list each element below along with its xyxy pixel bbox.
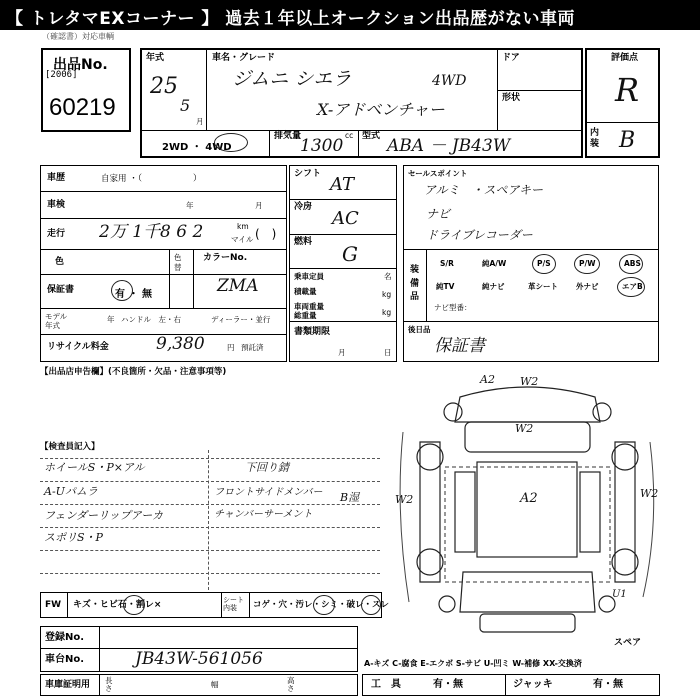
carname-value: ジムニ シエラ: [232, 68, 352, 90]
chassis-label: 車台No.: [45, 654, 85, 665]
drive-value: 4WD: [432, 73, 467, 89]
mileage-value: 2万 1千8 6 2: [99, 222, 204, 242]
tools-label: 工 具: [371, 679, 401, 690]
specs-box: [289, 165, 397, 362]
shift-label: シフト: [294, 169, 322, 179]
jack-options: 有・無: [593, 679, 623, 690]
note-left-2: A-Uパムラ: [44, 485, 98, 498]
mark-bonnet-w2: W2: [515, 422, 534, 435]
capacity-label: 乗車定員: [294, 272, 324, 281]
warranty-label: 保証書: [47, 285, 75, 295]
score-label: 評価点: [611, 53, 639, 63]
year-label: 年式: [146, 53, 165, 63]
cert-label: 車庫証明用: [45, 680, 91, 690]
aircon-label: 冷房: [294, 202, 313, 212]
banner: [0, 0, 700, 30]
equip-abs: ABS: [624, 259, 641, 268]
model-year-label: モデル年式: [45, 312, 68, 330]
color-code-label: カラーNo.: [203, 253, 248, 263]
tools-options: 有・無: [433, 679, 463, 690]
registration-month: 月: [338, 348, 346, 357]
points-label: セールスポイント: [408, 169, 468, 178]
navi-label: ナビ型番：: [434, 303, 472, 312]
aircon-value: AC: [332, 208, 359, 229]
displacement-unit: cc: [345, 131, 354, 140]
recycle-note: 預託済: [241, 343, 264, 352]
month-value: 5: [180, 96, 191, 115]
later-label: 後日品: [408, 325, 431, 334]
point-1: アルミ ・スペアキー: [424, 183, 544, 197]
equip-s-r: S/R: [440, 259, 454, 268]
banner-subnote: （確認書）対応車輌: [42, 32, 114, 41]
mark-left-w2: W2: [395, 493, 414, 506]
registration-box: [40, 626, 358, 672]
score-value: R: [615, 71, 640, 109]
history-box: [40, 165, 287, 362]
model-value: ABA － JB43W: [387, 136, 511, 156]
equipment-label: 装備品: [410, 265, 420, 302]
note-left-4: スポリS・P: [44, 531, 103, 544]
equip-airbag-circle: [617, 277, 645, 297]
point-2: ナビ: [426, 207, 451, 221]
mileage-label: 走行: [47, 229, 66, 239]
equip-ext-navi: 外ナビ: [576, 282, 599, 291]
registration-label: 書類期限: [294, 327, 331, 337]
equip-abs-circle: [619, 254, 643, 274]
drive-4wd-circle: [214, 133, 248, 152]
gross-label: 総重量: [294, 311, 317, 320]
reg-label: 登録No.: [45, 632, 85, 643]
banner-title: 【 トレタマEXコーナー 】 過去１年以上オークション出品歴がない車両: [6, 9, 575, 29]
history-label: 車歴: [47, 173, 66, 183]
recycle-label: リサイクル料金: [47, 342, 109, 352]
equip-ps: P/S: [537, 259, 551, 268]
lot-number: 60219: [49, 94, 116, 121]
fw-circle: [123, 595, 145, 615]
interior-label: 内装: [590, 128, 600, 149]
height-label: 高さ: [287, 676, 295, 694]
seat-circle-1: [313, 595, 335, 615]
equip-pure-aw: 純A/W: [482, 259, 507, 268]
equip-ps-circle: [532, 254, 556, 274]
car-header-box: [140, 48, 583, 158]
cert-box: [40, 674, 358, 696]
note-right-3: チャンバーサーメント: [214, 509, 313, 520]
color-code-value: ZMA: [217, 276, 259, 296]
mark-front-w2: W2: [520, 375, 539, 388]
lot-box: [41, 48, 131, 132]
recycle-value: 9,380: [156, 334, 205, 354]
handle-label: ハンドル 左・右: [121, 315, 181, 324]
sales-box: [403, 165, 659, 362]
registration-day: 日: [384, 348, 392, 357]
equip-airbag: エアB: [622, 282, 643, 291]
seat-circle-2: [361, 595, 381, 615]
drive-options: 2WD ・ 4WD: [162, 142, 232, 153]
dealer-label: ディーラー・並行: [211, 315, 271, 324]
fuel-value: G: [342, 242, 358, 266]
displacement-label: 排気量: [274, 131, 302, 141]
equip-pw-circle: [574, 254, 600, 274]
door-label: ドア: [502, 53, 520, 63]
carname-label: 車名・グレード: [212, 53, 276, 63]
bracket-note: B湿: [340, 491, 360, 504]
mark-front-a2: A2: [480, 373, 495, 386]
model-year-unit: 年: [107, 315, 115, 324]
note-right-2: フロントサイドメンバー: [214, 487, 323, 498]
model-label: 型式: [362, 131, 381, 141]
load-unit: kg: [382, 290, 392, 299]
equip-pw: P/W: [579, 259, 596, 268]
equip-leather: 革シート: [528, 282, 558, 291]
seat-items: コゲ・穴・汚レ・シミ・破レ・スレ: [253, 600, 390, 610]
inspector-label: 【検査員記入】: [40, 442, 100, 452]
jack-label: ジャッキ: [513, 679, 553, 690]
mileage-unit-mile: マイル: [231, 235, 254, 244]
grade-value: X-アドベンチャー: [317, 100, 445, 119]
equip-pure-navi: 純ナビ: [482, 282, 505, 291]
mileage-paren: ( ): [255, 227, 277, 241]
report-label: 【出品店申告欄】(不良箇所・欠品・注意事項等): [40, 367, 227, 377]
lot-year: [2006]: [45, 70, 78, 80]
history-value: 自家用 ・（ ）: [101, 174, 202, 184]
spare-label: スペア: [614, 638, 642, 648]
displacement-value: 1300: [300, 136, 344, 156]
mark-right-w2: W2: [640, 487, 659, 500]
fw-label: FW: [45, 600, 62, 610]
recycle-unit: 円: [227, 343, 235, 352]
legend-box: [40, 592, 390, 618]
fuel-label: 燃料: [294, 237, 313, 247]
note-left-1: ホイールS・P×アル: [44, 461, 145, 474]
color-label: 色: [55, 257, 65, 267]
later-value: 保証書: [434, 336, 485, 356]
color-change-label: 色替: [174, 253, 182, 272]
seat-label: シート内装: [223, 596, 244, 613]
mark-roof-a2: A2: [520, 491, 538, 506]
length-label: 長さ: [105, 676, 113, 694]
warranty-options: 有 ・ 無: [115, 289, 152, 300]
mileage-unit-km: km: [237, 222, 249, 231]
note-right-1: 下回り錆: [245, 461, 289, 474]
note-left-3: フェンダーリップアーカ: [44, 509, 164, 522]
shape-label: 形状: [502, 93, 521, 103]
load-label: 積載量: [294, 287, 317, 296]
damage-codes: A-キズ C-腐食 E-エクボ S-サビ U-凹ミ W-補修 XX-交換済: [364, 659, 582, 668]
tools-box: [362, 674, 660, 696]
month-unit: 月: [196, 117, 204, 126]
inspection-label: 車検: [47, 200, 66, 210]
capacity-unit: 名: [384, 272, 392, 281]
mark-rear-u1: U1: [612, 589, 627, 600]
interior-value: B: [619, 128, 636, 153]
warranty-circle: [111, 280, 133, 301]
lot-label: 出品No.: [53, 57, 108, 73]
equip-pure-tv: 純TV: [436, 282, 455, 291]
inspection-month: 月: [255, 201, 263, 210]
score-box: [585, 48, 660, 158]
point-3: ドライブレコーダー: [426, 228, 533, 242]
fw-items: キズ・ヒビ石・割レ×: [73, 600, 162, 610]
width-label: 幅: [211, 680, 219, 689]
year-value: 25: [150, 74, 178, 99]
inspection-year: 年: [186, 201, 194, 210]
chassis-value: JB43W-561056: [135, 649, 263, 669]
gross-unit: kg: [382, 308, 392, 317]
weight-label: 車両重量: [294, 302, 324, 311]
shift-value: AT: [330, 174, 355, 195]
